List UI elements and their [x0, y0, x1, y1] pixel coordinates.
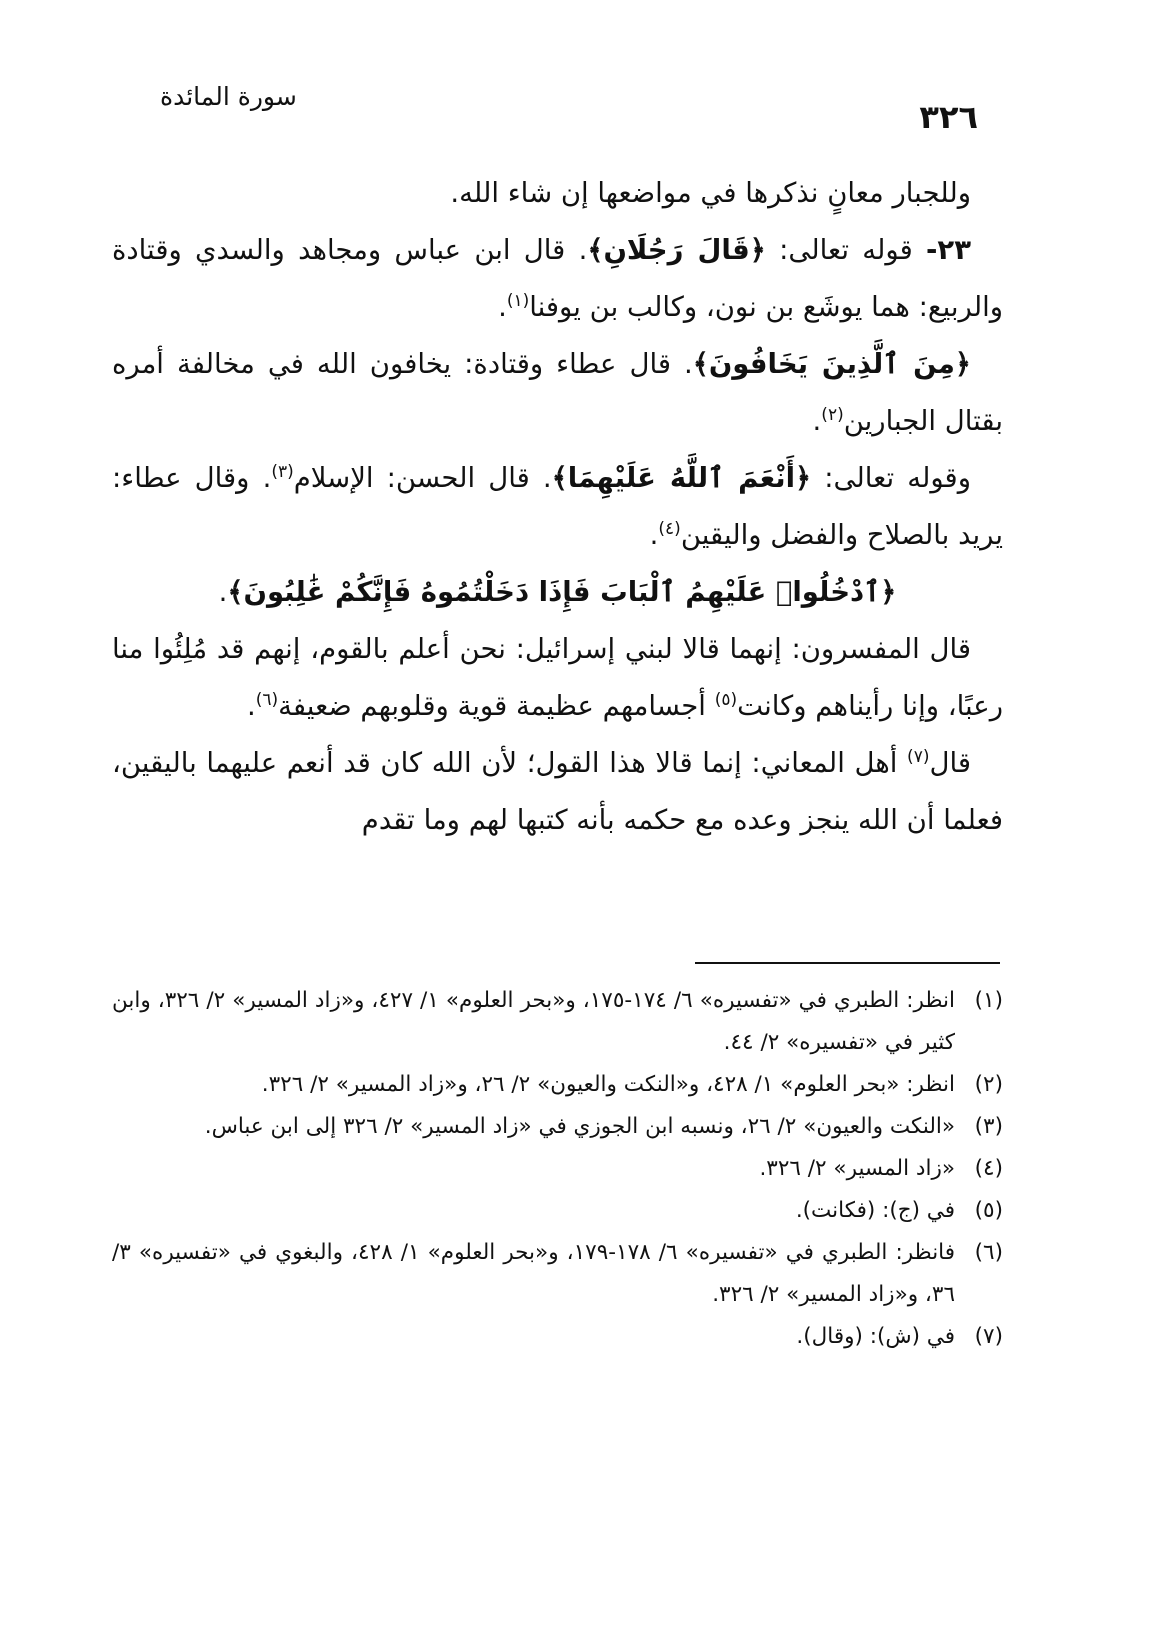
- paragraph: وللجبار معانٍ نذكرها في مواضعها إن شاء الله.: [450, 177, 971, 209]
- footnote-ref[interactable]: (٣): [271, 461, 294, 482]
- footnote-number: (٣): [974, 1114, 1003, 1139]
- main-text: [112, 165, 1003, 849]
- footnote-text: «النكت والعيون» ٢/ ٢٦، ونسبه ابن الجوزي في «زاد المسير» ٢/ ٣٢٦ إلى ابن عباس.: [204, 1114, 955, 1139]
- footnote-item: [112, 1106, 1003, 1148]
- footnote-item: [112, 1316, 1003, 1358]
- footnote-ref[interactable]: (٤): [658, 518, 681, 539]
- footnote-text: فانظر: الطبري في «تفسيره» ٦/ ١٧٨-١٧٩، و«بحر العلوم» ١/ ٤٢٨، والبغوي في «تفسيره» ٣/ ٣٦، و«زاد المسير» ٢/ ٣٢٦.: [112, 1240, 956, 1307]
- footnote-ref[interactable]: (٥): [714, 689, 738, 710]
- footnote-ref[interactable]: (٢): [821, 404, 844, 425]
- quran-quote: ﴿قَالَ رَجُلَانِ﴾: [587, 234, 766, 266]
- footnote-ref[interactable]: (٧): [907, 746, 930, 767]
- footnote-item: [112, 1064, 1003, 1106]
- footnote-text: انظر: «بحر العلوم» ١/ ٤٢٨، و«النكت والعيون» ٢/ ٢٦، و«زاد المسير» ٢/ ٣٢٦.: [261, 1072, 955, 1097]
- footnote-ref[interactable]: (١): [506, 290, 530, 311]
- footnote-text: «زاد المسير» ٢/ ٣٢٦.: [759, 1156, 955, 1181]
- page-number: ٣٢٦: [919, 98, 978, 136]
- paragraph: ٢٣- قوله تعالى: ﴿قَالَ رَجُلَانِ﴾. قال ابن عباس ومجاهد والسدي وقتادة والربيع: هما يوشَع بن نون، وكالب بن يوفنا$^{(١)}$.: [112, 234, 1003, 323]
- paragraph: وقوله تعالى: ﴿أَنْعَمَ ٱللَّهُ عَلَيْهِمَا﴾. قال الحسن: الإسلام$^{(٣)}$. وقال عطاء: يريد بالصلاح والفضل واليقين$^{(٤)}$.: [112, 461, 1003, 551]
- footnote-divider: [695, 962, 1000, 964]
- footnote-number: (٦): [974, 1240, 1003, 1265]
- paragraph: قال$^{(٧)}$ أهل المعاني: إنما قالا هذا القول؛ لأن الله كان قد أنعم عليهما باليقين، فعلما أن الله ينجز وعده مع حكمه بأنه كتبها لهم وما تقدم: [112, 746, 1003, 836]
- footnote-text: انظر: الطبري في «تفسيره» ٦/ ١٧٤-١٧٥، و«بحر العلوم» ١/ ٤٢٧، و«زاد المسير» ٢/ ٣٢٦، وابن كثير في «تفسيره» ٢/ ٤٤.: [112, 988, 955, 1055]
- footnote-number: (٤): [974, 1156, 1003, 1181]
- footnote-item: [112, 1148, 1003, 1190]
- footnote-text: في (ج): (فكانت).: [795, 1198, 955, 1223]
- footnote-item: [112, 980, 1003, 1064]
- paragraph: ﴿ٱدْخُلُوا۟ عَلَيْهِمُ ٱلْبَابَ فَإِذَا دَخَلْتُمُوهُ فَإِنَّكُمْ غَٰلِبُونَ﴾.: [218, 576, 897, 608]
- footnote-number: (٥): [974, 1198, 1003, 1223]
- footnotes: [112, 980, 1003, 1358]
- quran-quote: ﴿ٱدْخُلُوا۟ عَلَيْهِمُ ٱلْبَابَ فَإِذَا دَخَلْتُمُوهُ فَإِنَّكُمْ غَٰلِبُونَ﴾: [227, 576, 897, 608]
- paragraph: ﴿مِنَ ٱلَّذِينَ يَخَافُونَ﴾. قال عطاء وقتادة: يخافون الله في مخالفة أمره بقتال الجبارين$^{(٢)}$.: [112, 348, 1003, 437]
- footnote-number: (١): [974, 988, 1003, 1013]
- paragraph: قال المفسرون: إنهما قالا لبني إسرائيل: نحن أعلم بالقوم، إنهم قد مُلِئُوا منا رعبًا، وإنا رأيناهم وكانت$^{(٥)}$ أجسامهم عظيمة قوية وقلوبهم ضعيفة$^{(٦)}$.: [112, 633, 1003, 722]
- footnote-number: (٢): [974, 1072, 1003, 1097]
- footnote-number: (٧): [974, 1324, 1003, 1349]
- quran-quote: ﴿أَنْعَمَ ٱللَّهُ عَلَيْهِمَا﴾: [551, 462, 812, 494]
- footnote-item: [112, 1190, 1003, 1232]
- footnote-item: [112, 1232, 1003, 1316]
- running-header-surah: سورة المائدة: [160, 82, 297, 111]
- quran-quote: ﴿مِنَ ٱلَّذِينَ يَخَافُونَ﴾: [692, 348, 971, 380]
- footnote-ref[interactable]: (٦): [255, 689, 279, 710]
- footnote-text: في (ش): (وقال).: [796, 1324, 955, 1349]
- verse-number: ٢٣-: [925, 234, 971, 266]
